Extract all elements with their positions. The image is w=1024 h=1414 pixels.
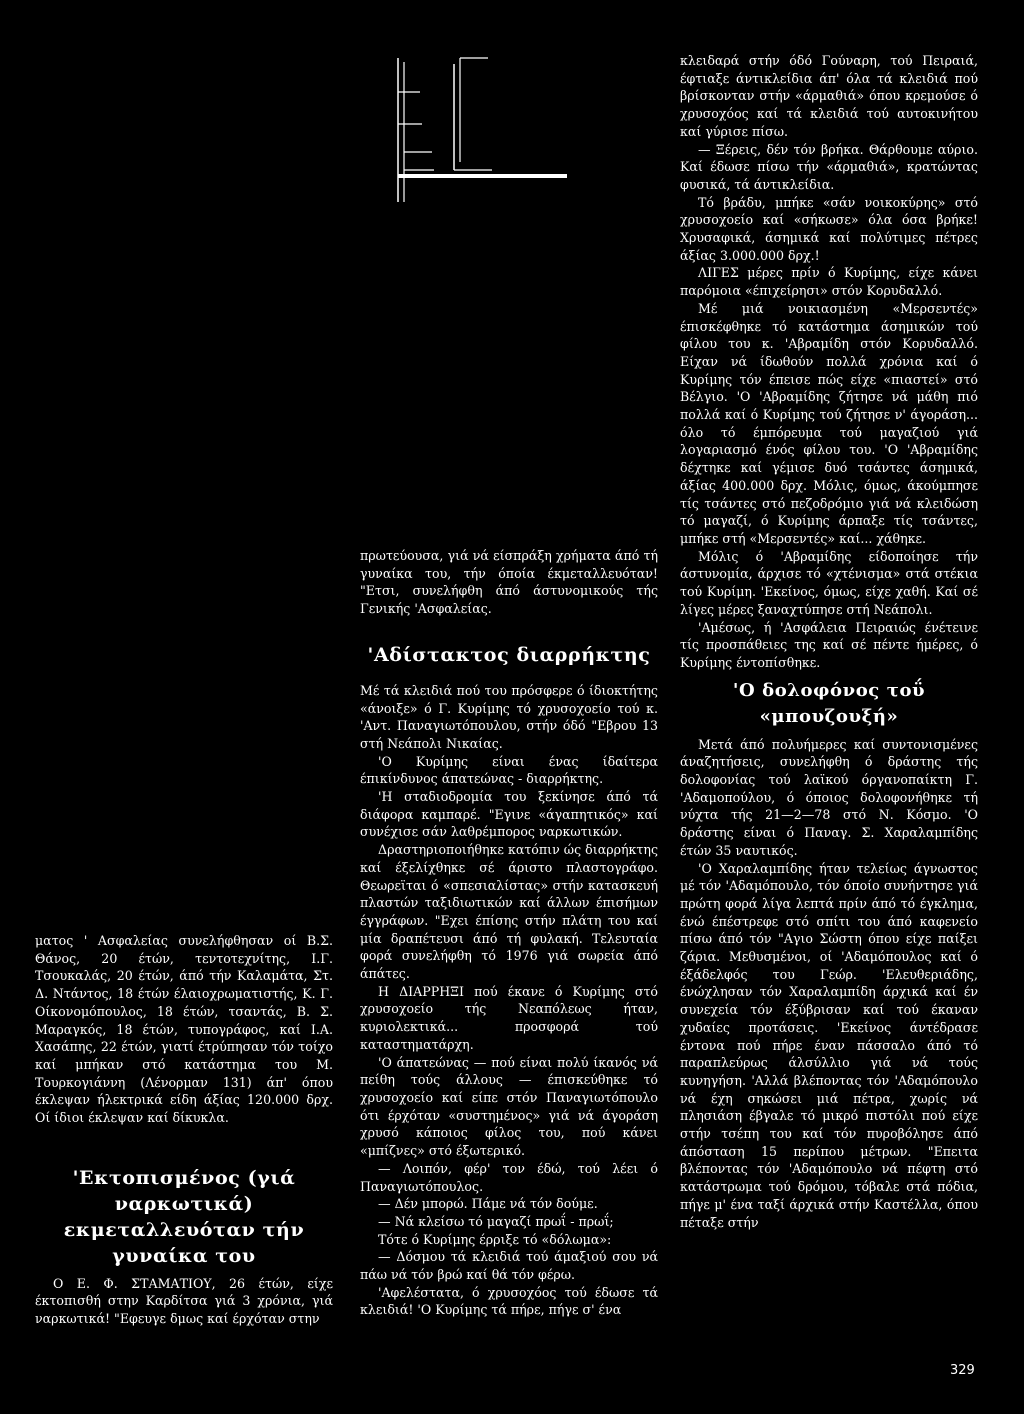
dialogue-line: — Δέν μπορώ. Πάμε νά τόν δούμε. — [378, 1196, 598, 1212]
dialogue-line: — Λοιπόν, φέρ' τον έδώ, τού λέει ό Παναγιωτόπουλος. — [360, 1160, 658, 1194]
dialogue-line: — Νά κλείσω τό μαγαζί πρωΐ - πρωΐ; — [378, 1213, 614, 1229]
article-paragraph: 'Ο Χαραλαμπίδης ήταν τελείως άγνωστος μέ τόν 'Αδαμόπουλο, τόν όποίο συνήντησε γιά πρώτη φορά λίγα λεπτά πρίν άπό τό έγκλημα, ένώ έπέστρεφε στό σπίτι του άπό καφενείο πίσω άπό τόν "Αγιο Σώστη όπου είχε παίξει ζάρια. Μεθυσμένοι, οί 'Αδαμόπουλος καί ό έξάδελφός του Γεώρ. 'Ελευθεριάδης, ένώχλησαν τόν Χαραλαμπίδη άρχικά καί έν συνεχεία τόν έξύβρισαν καί τού έκαναν χυδαίες προτάσεις. 'Εκείνος άντέδρασε έντονα πού πήρε έναν πάσσαλο άπό τό παραπλεύρως άλσύλλιο γιά νά τούς κυνηγήση. 'Αλλά βλέποντας τόν 'Αδαμόπουλο νά έχη σηκώσει μιά πέτρα, χωρίς νά πλησιάση έβγαλε τό μικρό πιστόλι πού είχε στήν τσέπη του καί τόν πυροβόλησε άπό άπόσταση 15 περίπου μέτρων. "Επειτα βλέποντας τόν 'Αδαμόπουλο νά πέφτη στό κατάστρωμα τού δρόμου, τόβαλε στά πόδια, πήγε μ' ένα ταξί άρχικά στήν Καστέλλα, όπου πέταξε στήν — [680, 860, 978, 1230]
article-paragraph: κλειδαρά στήν όδό Γούναρη, τού Πειραιά, έφτιαξε άντικλείδια άπ' όλα τά κλειδιά πού βρίσκονταν στήν «άρμαθιά» όπου κρεμούσε ό χρυσοχόος καί τά κλειδιά τού αυτοκινήτου καί γύρισε πίσω. — [680, 53, 978, 139]
article-paragraph: Μόλις ό 'Αβραμίδης είδοποίησε τήν άστυνομία, άρχισε τό «χτένισμα» στά στέκια τού Κυρίμη. 'Εκείνος, όμως, είχε χαθή. Καί σέ λίγες μέρες ξαναχτύπησε στή Νεάπολι. — [680, 548, 978, 617]
article-paragraph: 'Ο Κυρίμης είναι ένας ίδαίτερα έπικίνδυνος άπατεώνας - διαρρήκτης. — [360, 753, 658, 787]
article-paragraph: 'Αφελέστατα, ό χρυσοχόος τού έδωσε τά κλειδιά! 'Ο Κυρίμης τά πήρε, πήγε σ' ένα — [360, 1284, 658, 1318]
article-paragraph: Τό βράδυ, μπήκε «σάν νοικοκύρης» στό χρυσοχοείο καί «σήκωσε» όλα όσα βρήκε! Χρυσαφικά, άσημικά καί πολύτιμες πέτρες άξίας 3.000.000 δρχ.! — [680, 194, 978, 263]
middle-column — [360, 547, 658, 1319]
page-number: 329 — [950, 1363, 975, 1378]
article-paragraph: 'Ο άπατεώνας — πού είναι πολύ ίκανός νά πείθη τούς άλλους — έπισκεύθηκε τό χρυσοχοείο καί είπε στόν Παναγιωτόπουλο ότι έρχόταν «συστημένος» γιά νά άγοράση χρυσό κάποιος φίλος του, πού κάνει «μπίζνες» στό έξωτερικό. — [360, 1054, 658, 1159]
article-paragraph: Δραστηριοποιήθηκε κατόπιν ώς διαρρήκτης καί έξελίχθηκε σέ άριστο πλαστογράφο. Θεωρεϊται ό «σπεσιαλίστας» στήν κατασκευή πλαστών ταξιδιωτικών καί άλλων έπισήμων έγγράφων. "Εχει έπίσης στήν πλάτη του καί μία δραπέτευσι άπό τή φυλακή. Τελευταία φορά συνελήφθη τό 1976 γιά σωρεία άπό άπάτες. — [360, 842, 658, 982]
article-paragraph: πρωτεύουσα, γιά νά είσπράξη χρήματα άπό τή γυναίκα του, τήν όποία έκμεταλλευόταν! "Ετσι, συνελήφθη άπό άστυνομικούς τής Γενικής 'Ασφαλείας. — [360, 548, 658, 617]
article-paragraph: Τότε ό Κυρίμης έρριξε τό «δόλωμα»: — [378, 1231, 612, 1247]
article-paragraph: 'Αμέσως, ή 'Ασφάλεια Πειραιώς ένέτεινε τίς προσπάθειες της καί σέ πέντε ήμέρες, ό Κυρίμης έντοπίσθηκε. — [680, 619, 978, 670]
dialogue-line: — Δόσμου τά κλειδιά τού άμαξιού σου νά πάω νά τόν βρώ καί θά τόν φέρω. — [360, 1249, 658, 1283]
dialogue-line: — Ξέρεις, δέν τόν βρήκα. Θάρθουμε αύριο. Καί έδωσε πίσω τήν «άρμαθιά», κρατώντας φυσικά, τά άντικλείδια. — [680, 141, 978, 192]
right-column — [680, 52, 978, 1231]
article-paragraph: ματος ' Ασφαλείας συνελήφθησαν οί Β.Σ. Θάνος, 20 έτών, τεντοτεχνίτης, Ι.Γ. Τσουκαλάς, 20 έτών, άπό τήν Καλαμάτα, Στ. Δ. Ντάντος, 18 έτών έλαιοχρωματιστής, Κ. Γ. Οίκονομόπουλος, 18 έτών, τσαντάς, Β. Σ. Μαραγκός, 18 έτών, τυπογράφος, καί Ι.Α. Χασάπης, 22 έτών, γιατί έτρύπησαν τόν τοίχο καί μπήκαν στό κατάστημα του Μ. Τουρκογιάννη (Λένορμαν 131) άπ' όπου έκλεψαν ήλεκτρικά είδη άξίας 120.000 δρχ. Οί ίδιοι έκλεψαν καί δίκυκλα. — [35, 933, 333, 1126]
magazine-logo-graphic — [392, 52, 572, 212]
article-heading: 'Ο δολοφόνος τοΰ «μπουζουξή» — [732, 679, 926, 727]
article-paragraph: Η ΔΙΑΡΡΗΞΙ πού έκανε ό Κυρίμης στό χρυσοχοείο τής Νεαπόλεως ήταν, κυριολεκτικά... προσφορά τού καταστηματάρχη. — [360, 983, 658, 1052]
article-paragraph: Ο Ε. Φ. ΣΤΑΜΑΤΙΟΥ, 26 έτών, είχε έκτοπισθή στην Καρδίτσα γιά 3 χρόνια, γιά ναρκωτικά! "Εφευγε δμως καί έρχόταν στην — [35, 1275, 333, 1327]
article-paragraph: Μέ τά κλειδιά πού του πρόσφερε ό ίδιοκτήτης «άνοιξε» ό Γ. Κυρίμης τό χρυσοχοείο τού κ. 'Αντ. Παναγιωτόπουλου, στήν όδό "Εβρου 13 στή Νεάπολι Νικαίας. — [360, 682, 658, 751]
article-paragraph: ΛΙΓΕΣ μέρες πρίν ό Κυρίμης, είχε κάνει παρόμοια «έπιχείρησι» στόν Κορυδαλλό. — [680, 265, 978, 299]
left-column — [35, 932, 333, 1328]
article-paragraph: Μετά άπό πολυήμερες καί συντονισμένες άναζητήσεις, συνελήφθη ό δράστης τής δολοφονίας τού λαϊκού όργανοπαίκτη Γ. 'Αδαμοπούλου, ό όποιος δολοφονήθηκε τή νύχτα τής 21—2—78 στό Ν. Κόσμο. 'Ο δράστης είναι ό Παναγ. Σ. Χαραλαμπίδης έτών 35 ναυτικός. — [680, 736, 978, 858]
article-heading: 'Εκτοπισμένος (γιά ναρκωτικά) εκμεταλλευόταν τήν γυναίκα του — [63, 1166, 305, 1267]
article-heading: 'Αδίστακτος διαρρήκτης — [367, 643, 651, 666]
article-paragraph: Μέ μιά νοικιασμένη «Μερσεντές» έπισκέφθηκε τό κατάστημα άσημικών τού φίλου του κ. 'Αβραμίδη στόν Κορυδαλλό. Είχαν νά ίδωθούν πολλά χρόνια καί ό Κυρίμης τόν έπεισε πώς είχε «πιαστεί» στό Βέλγιο. 'Ο 'Αβραμίδης ζήτησε νά μάθη πιό πολλά καί ό Κυρίμης τού ζήτησε ν' άγοράση... όλο τό έμπόρευμα τού μαγαζιού γιά λογαριασμό ένός φίλου του. 'Ο 'Αβραμίδης δέχτηκε καί γέμισε δυό τσάντες άσημικά, άξίας 400.000 δρχ. Μόλις, όμως, άκούμπησε τίς τσάντες στό πεζοδρόμιο γιά νά κλειδώση τό μαγαζί, ό Κυρίμης άρπαξε τίς τσάντες, μπήκε στή «Μερσεντές» καί... χάθηκε. — [680, 300, 978, 546]
article-paragraph: 'Η σταδιοδρομία του ξεκίνησε άπό τά διάφορα καμπαρέ. "Εγινε «άγαπητικός» καί συνέχισε σάν λαθρέμπορος ναρκωτικών. — [360, 789, 658, 840]
